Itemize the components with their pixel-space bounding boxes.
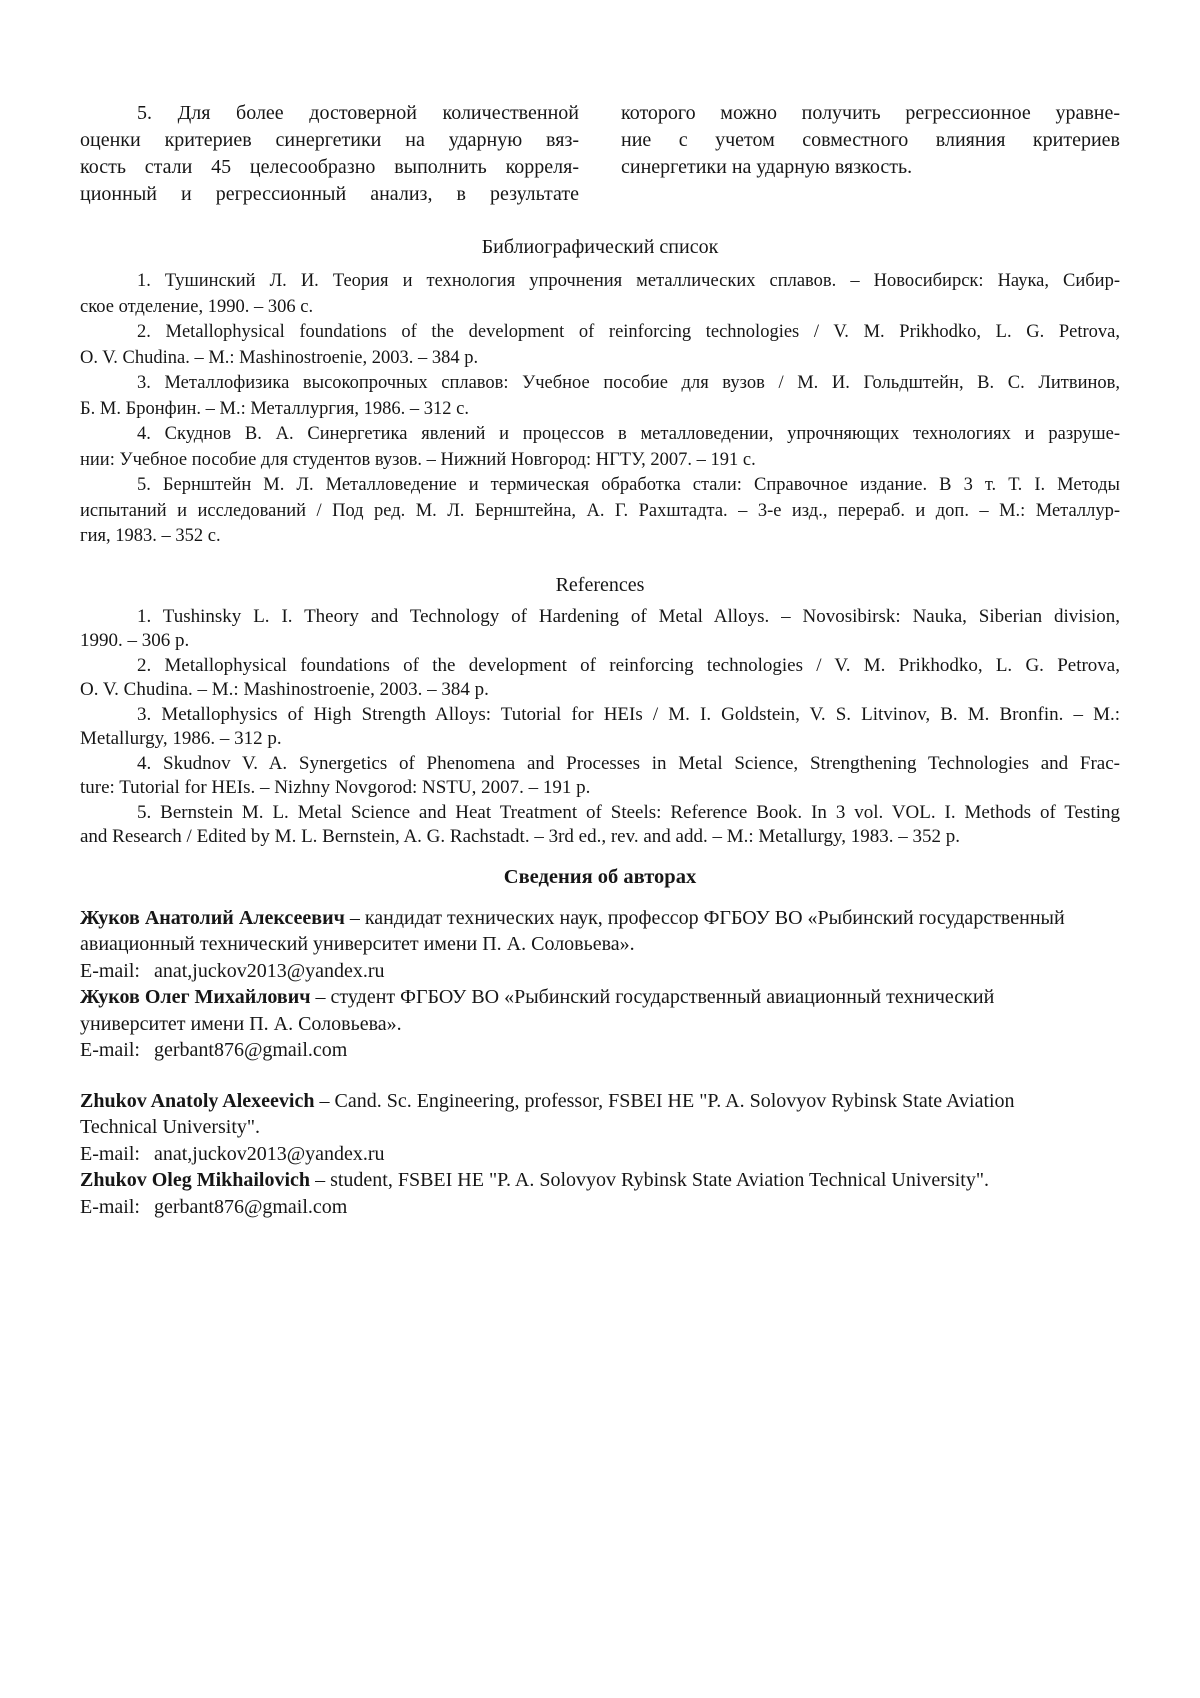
author-email-line bbox=[80, 1194, 1070, 1221]
reference-item bbox=[80, 703, 1120, 752]
paragraph-line: ние с учетом совместного влияния критериев bbox=[621, 129, 1120, 151]
bibliography-item bbox=[80, 422, 1120, 473]
bibliography-line: 4. Скуднов В. А. Синергетика явлений и процессов в металловедении, упрочняющих технологиях и разруше- bbox=[137, 424, 1120, 444]
email-label: E-mail: bbox=[80, 959, 140, 982]
references-heading: References bbox=[555, 573, 645, 596]
author-entry bbox=[80, 905, 1070, 958]
reference-item bbox=[80, 752, 1120, 801]
authors-heading: Сведения об авторах bbox=[503, 865, 697, 888]
bibliography-line: Б. М. Бронфин. – М.: Металлургия, 1986. – 312 с. bbox=[80, 398, 469, 419]
paragraph-line: кость стали 45 целесообразно выполнить корреля- bbox=[80, 156, 579, 178]
bibliography-item bbox=[80, 371, 1120, 422]
conclusion-two-column-section bbox=[80, 100, 1120, 208]
email-label: E-mail: bbox=[80, 1142, 140, 1165]
author-email-line bbox=[80, 1141, 1070, 1168]
email-value: anat,juckov2013@yandex.ru bbox=[153, 959, 385, 982]
bibliography-line: 2. Metallophysical foundations of the development of reinforcing technologies / V. M. Prikhodko, L. G. Petrova, bbox=[137, 322, 1120, 342]
paragraph-line: которого можно получить регрессионное уравне- bbox=[621, 102, 1120, 124]
authors-block-english bbox=[80, 1088, 1070, 1221]
bibliography-line: 5. Бернштейн М. Л. Металловедение и термическая обработка стали: Справочное издание. В 3 т. Т. I. Методы bbox=[137, 475, 1120, 495]
bibliography-line: ское отделение, 1990. – 306 с. bbox=[80, 296, 314, 317]
email-value: anat,juckov2013@yandex.ru bbox=[153, 1142, 385, 1165]
author-description: – кандидат технических наук, профессор ФГБОУ ВО «Рыбинский государственный авиационный технический университет имени П. А. Соловьева». bbox=[80, 906, 1065, 955]
paragraph-line: ционный и регрессионный анализ, в результате bbox=[80, 183, 579, 205]
paragraph-line: оценки критериев синергетики на ударную вяз- bbox=[80, 129, 579, 151]
author-name: Zhukov Oleg Mikhailovich bbox=[80, 1169, 311, 1191]
reference-line: 3. Metallophysics of High Strength Alloys: Tutorial for HEIs / M. I. Goldstein, V. S. Litvinov, B. M. Bronfin. – M.: bbox=[137, 703, 1120, 725]
author-name: Жуков Анатолий Алексеевич bbox=[80, 906, 345, 929]
email-value: gerbant876@gmail.com bbox=[153, 1039, 348, 1061]
bibliography-line: O. V. Chudina. – М.: Mashinostroenie, 2003. – 384 p. bbox=[80, 347, 479, 368]
bibliography-line: 1. Тушинский Л. И. Теория и технология упрочнения металлических сплавов. – Новосибирск: Наука, Сибир- bbox=[137, 271, 1120, 291]
bibliography-line: испытаний и исследований / Под ред. М. Л. Бернштейна, А. Г. Рахштадта. – 3-е изд., перераб. и доп. – М.: Металлур- bbox=[80, 500, 1120, 521]
reference-line: 1990. – 306 p. bbox=[80, 630, 190, 651]
reference-line: ture: Tutorial for HEIs. – Nizhny Novgorod: NSTU, 2007. – 191 p. bbox=[80, 777, 591, 798]
bibliography-heading: Библиографический список bbox=[481, 236, 719, 258]
reference-line: 4. Skudnov V. A. Synergetics of Phenomena and Processes in Metal Science, Strengthening Technologies and Frac- bbox=[137, 752, 1120, 774]
author-description: – Cand. Sc. Engineering, professor, FSBEI HE "P. A. Solovyov Rybinsk State Aviation Technical University". bbox=[80, 1089, 1015, 1138]
intro-right-column bbox=[621, 100, 1120, 208]
author-description: – студент ФГБОУ ВО «Рыбинский государственный авиационный технический университет имени П. А. Соловьева». bbox=[80, 986, 995, 1035]
reference-line: and Research / Edited by M. L. Bernstein, A. G. Rachstadt. – 3rd ed., rev. and add. – M.: Metallurgy, 1983. – 352 p. bbox=[80, 826, 960, 847]
reference-item bbox=[80, 654, 1120, 703]
author-name: Zhukov Anatoly Alexeevich bbox=[80, 1089, 315, 1112]
paragraph-line: 5. Для более достоверной количественной bbox=[137, 102, 579, 124]
email-label: E-mail: bbox=[80, 1195, 140, 1218]
bibliography-item bbox=[80, 269, 1120, 320]
references-list bbox=[80, 605, 1120, 850]
reference-line: 1. Tushinsky L. I. Theory and Technology of Hardening of Metal Alloys. – Novosibirsk: Nauka, Siberian division, bbox=[137, 605, 1120, 627]
reference-line: 5. Bernstein M. L. Metal Science and Heat Treatment of Steels: Reference Book. In 3 vol. VOL. I. Methods of Testing bbox=[137, 801, 1120, 823]
author-entry bbox=[80, 984, 1070, 1037]
reference-item bbox=[80, 801, 1120, 850]
bibliography-list bbox=[80, 269, 1120, 550]
author-description: – student, FSBEI HE "P. A. Solovyov Rybinsk State Aviation Technical University". bbox=[310, 1169, 989, 1191]
bibliography-line: нии: Учебное пособие для студентов вузов. – Нижний Новгород: НГТУ, 2007. – 191 с. bbox=[80, 449, 756, 470]
email-value: gerbant876@gmail.com bbox=[153, 1195, 348, 1218]
author-email-line bbox=[80, 1037, 1070, 1064]
author-email-line bbox=[80, 958, 1070, 985]
paragraph-line: синергетики на ударную вязкость. bbox=[621, 156, 913, 178]
bibliography-item bbox=[80, 473, 1120, 550]
bibliography-line: гия, 1983. – 352 с. bbox=[80, 526, 221, 546]
author-entry bbox=[80, 1167, 1070, 1194]
reference-item bbox=[80, 605, 1120, 654]
bibliography-item bbox=[80, 320, 1120, 371]
author-entry bbox=[80, 1088, 1070, 1141]
email-label: E-mail: bbox=[80, 1039, 140, 1061]
reference-line: Metallurgy, 1986. – 312 p. bbox=[80, 728, 282, 749]
reference-line: 2. Metallophysical foundations of the development of reinforcing technologies / V. M. Prikhodko, L. G. Petrova, bbox=[137, 654, 1120, 676]
author-name: Жуков Олег Михайлович bbox=[80, 986, 311, 1008]
intro-left-column bbox=[80, 100, 579, 208]
reference-line: O. V. Chudina. – M.: Mashinostroenie, 2003. – 384 p. bbox=[80, 679, 489, 700]
bibliography-line: 3. Металлофизика высокопрочных сплавов: Учебное пособие для вузов / М. И. Гольдштейн, В. С. Литвинов, bbox=[137, 373, 1120, 393]
authors-block-russian bbox=[80, 905, 1070, 1064]
